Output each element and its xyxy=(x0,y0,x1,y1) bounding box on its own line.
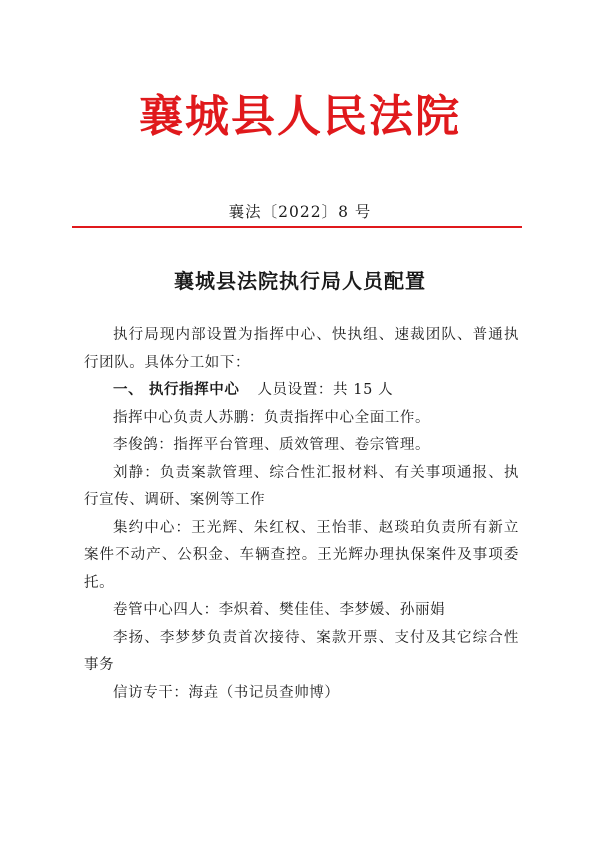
section-heading xyxy=(84,377,519,405)
red-divider-line xyxy=(72,226,522,228)
body-paragraph: 刘静：负责案款管理、综合性汇报材料、有关事项通报、执行宣传、调研、案例等工作 xyxy=(84,464,519,508)
court-name-header: 襄城县人民法院 xyxy=(139,91,461,142)
body-paragraph: 李扬、李梦梦负责首次接待、案款开票、支付及其它综合性事务 xyxy=(84,629,519,673)
body-paragraph: 李俊鸽：指挥平台管理、质效管理、卷宗管理。 xyxy=(113,437,431,453)
document-number: 襄法〔2022〕8 号 xyxy=(228,203,372,221)
intro-paragraph: 执行局现内部设置为指挥中心、快执组、速裁团队、普通执行团队。具体分工如下： xyxy=(84,327,519,371)
section-staffing: 人员设置：共 15 人 xyxy=(257,382,394,398)
document-body xyxy=(84,322,519,707)
body-paragraph: 集约中心：王光辉、朱红权、王怡菲、赵琰珀负责所有新立案件不动产、公积金、车辆查控。王光辉办理执保案件及事项委托。 xyxy=(84,519,519,591)
document-title: 襄城县法院执行局人员配置 xyxy=(174,269,426,293)
body-paragraph: 指挥中心负责人苏鹏：负责指挥中心全面工作。 xyxy=(113,409,431,426)
body-paragraph: 信访专干：海垚（书记员查帅博） xyxy=(113,684,340,701)
body-paragraph: 卷管中心四人：李炽着、樊佳佳、李梦媛、孙丽娟 xyxy=(113,602,446,618)
section-heading-title: 一、 执行指挥中心 xyxy=(113,382,240,398)
